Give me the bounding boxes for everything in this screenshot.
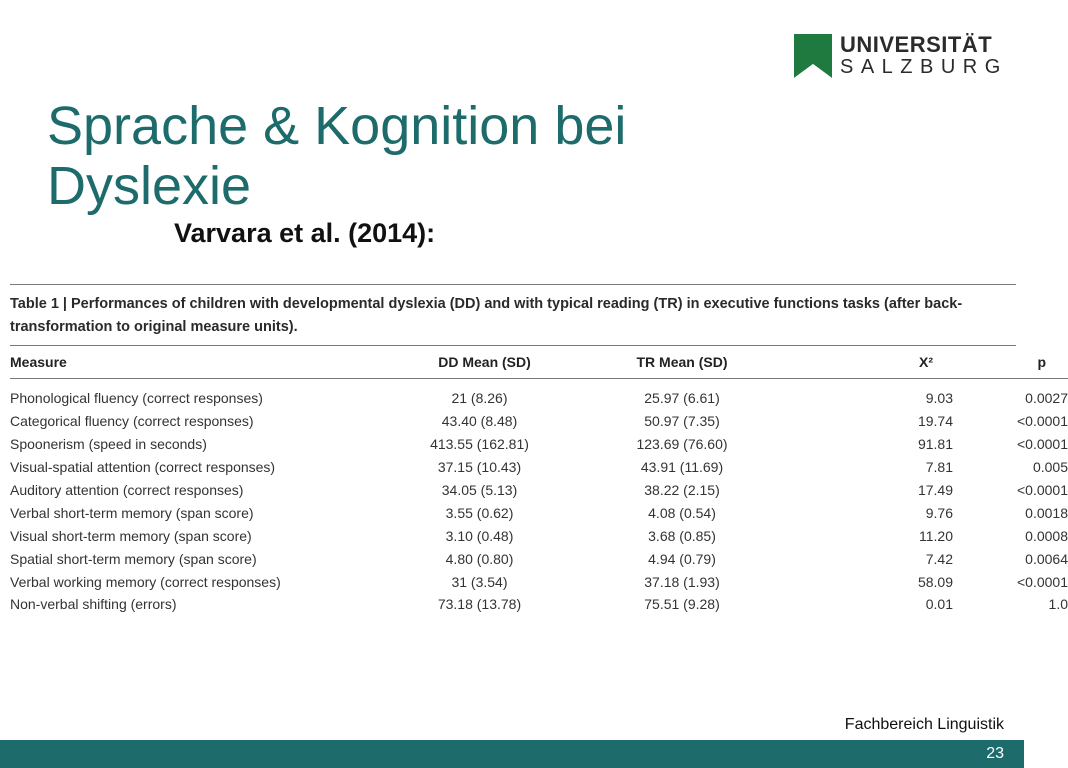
cell-measure: Spatial short-term memory (span score) (10, 550, 257, 567)
cell-chi-square: 9.76 (925, 504, 953, 521)
header-measure: Measure (10, 346, 382, 379)
cell-tr-mean: 43.91 (11.69) (640, 459, 724, 476)
table-top-rule (10, 284, 1016, 285)
cell-p-value: <0.0001 (1017, 436, 1068, 453)
logo-text-salzburg: SALZBURG (840, 56, 1008, 78)
cell-chi-square: 7.81 (925, 459, 953, 476)
cell-measure: Visual-spatial attention (correct responses) (10, 459, 276, 476)
header-chi-square: X² (787, 346, 953, 379)
cell-chi-square: 9.03 (925, 390, 953, 407)
logo-mark-icon (794, 34, 832, 78)
header-dd-mean-label: DD Mean (SD) (438, 354, 531, 370)
cell-tr-mean: 4.94 (0.79) (648, 550, 716, 567)
cell-tr-mean: 50.97 (7.35) (644, 413, 720, 430)
cell-dd-mean: 73.18 (13.78) (437, 596, 522, 613)
table-header-row (10, 346, 1068, 379)
footer-bar (0, 740, 1024, 768)
cell-tr-mean: 3.68 (0.85) (648, 527, 716, 544)
table-row (10, 433, 1068, 456)
logo-text-university: UNIVERSITÄT (840, 32, 993, 57)
cell-measure: Spoonerism (speed in seconds) (10, 436, 207, 453)
cell-p-value: 0.0008 (1025, 527, 1068, 544)
cell-p-value: 0.0027 (1025, 390, 1068, 407)
header-tr-mean-label: TR Mean (SD) (636, 354, 728, 370)
cell-p-value: <0.0001 (1017, 482, 1068, 498)
cell-chi-square: 91.81 (917, 436, 953, 453)
cell-tr-mean: 123.69 (76.60) (636, 436, 728, 453)
table-row (10, 379, 1068, 410)
header-p-value: p (953, 346, 1068, 379)
results-table-block (10, 284, 1068, 616)
table-row (10, 456, 1068, 479)
cell-dd-mean: 31 (3.54) (451, 573, 508, 590)
table-caption: Table 1 | Performances of children with developmental dyslexia (DD) and with typical reading (TR) in executive functions tasks (after back-transformation to original measure units). (10, 296, 963, 335)
cell-dd-mean: 4.80 (0.80) (445, 550, 514, 567)
cell-chi-square: 17.49 (917, 482, 953, 498)
university-logo (794, 32, 1008, 80)
cell-tr-mean: 75.51 (9.28) (644, 596, 720, 613)
cell-chi-square: 19.74 (917, 413, 953, 430)
slide-subtitle: Varvara et al. (2014): (174, 218, 436, 248)
cell-dd-mean: 413.55 (162.81) (430, 436, 529, 453)
results-table (10, 346, 1068, 616)
cell-p-value: 1.0 (1048, 596, 1068, 613)
cell-p-value: 0.0018 (1025, 504, 1068, 521)
cell-dd-mean: 21 (8.26) (451, 390, 508, 407)
cell-measure: Verbal working memory (correct responses) (10, 573, 281, 590)
cell-chi-square: 7.42 (925, 550, 953, 567)
table-row (10, 593, 1068, 616)
cell-tr-mean: 25.97 (6.61) (644, 390, 720, 407)
cell-dd-mean: 34.05 (5.13) (441, 482, 518, 498)
table-row (10, 501, 1068, 524)
cell-p-value: 0.0064 (1025, 550, 1068, 567)
cell-chi-square: 11.20 (919, 527, 953, 544)
cell-dd-mean: 3.55 (0.62) (445, 504, 514, 521)
cell-measure: Phonological fluency (correct responses) (10, 390, 263, 407)
cell-measure: Visual short-term memory (span score) (10, 527, 252, 544)
cell-p-value: <0.0001 (1017, 413, 1068, 430)
header-dd-mean (382, 346, 577, 379)
cell-chi-square: 58.09 (917, 573, 953, 590)
cell-tr-mean: 38.22 (2.15) (644, 482, 720, 498)
cell-dd-mean: 43.40 (8.48) (441, 413, 518, 430)
department-label: Fachbereich Linguistik (844, 716, 1004, 733)
cell-tr-mean: 37.18 (1.93) (644, 573, 720, 590)
slide-title: Sprache & Kognition bei Dyslexie (47, 96, 627, 216)
cell-dd-mean: 37.15 (10.43) (437, 459, 522, 476)
cell-measure: Categorical fluency (correct responses) (10, 413, 254, 430)
cell-measure: Auditory attention (correct responses) (10, 482, 244, 498)
cell-measure: Verbal short-term memory (span score) (10, 504, 254, 521)
cell-p-value: <0.0001 (1017, 573, 1068, 590)
cell-measure: Non-verbal shifting (errors) (10, 596, 177, 613)
page-number: 23 (986, 745, 1004, 762)
table-row (10, 524, 1068, 547)
table-row (10, 570, 1068, 593)
cell-dd-mean: 3.10 (0.48) (445, 527, 514, 544)
header-tr-mean (577, 346, 787, 379)
cell-chi-square: 0.01 (925, 596, 953, 613)
table-body (10, 379, 1068, 616)
cell-p-value: 0.005 (1032, 459, 1068, 476)
cell-tr-mean: 4.08 (0.54) (648, 504, 716, 521)
table-row (10, 410, 1068, 433)
table-row (10, 479, 1068, 502)
table-row (10, 547, 1068, 570)
